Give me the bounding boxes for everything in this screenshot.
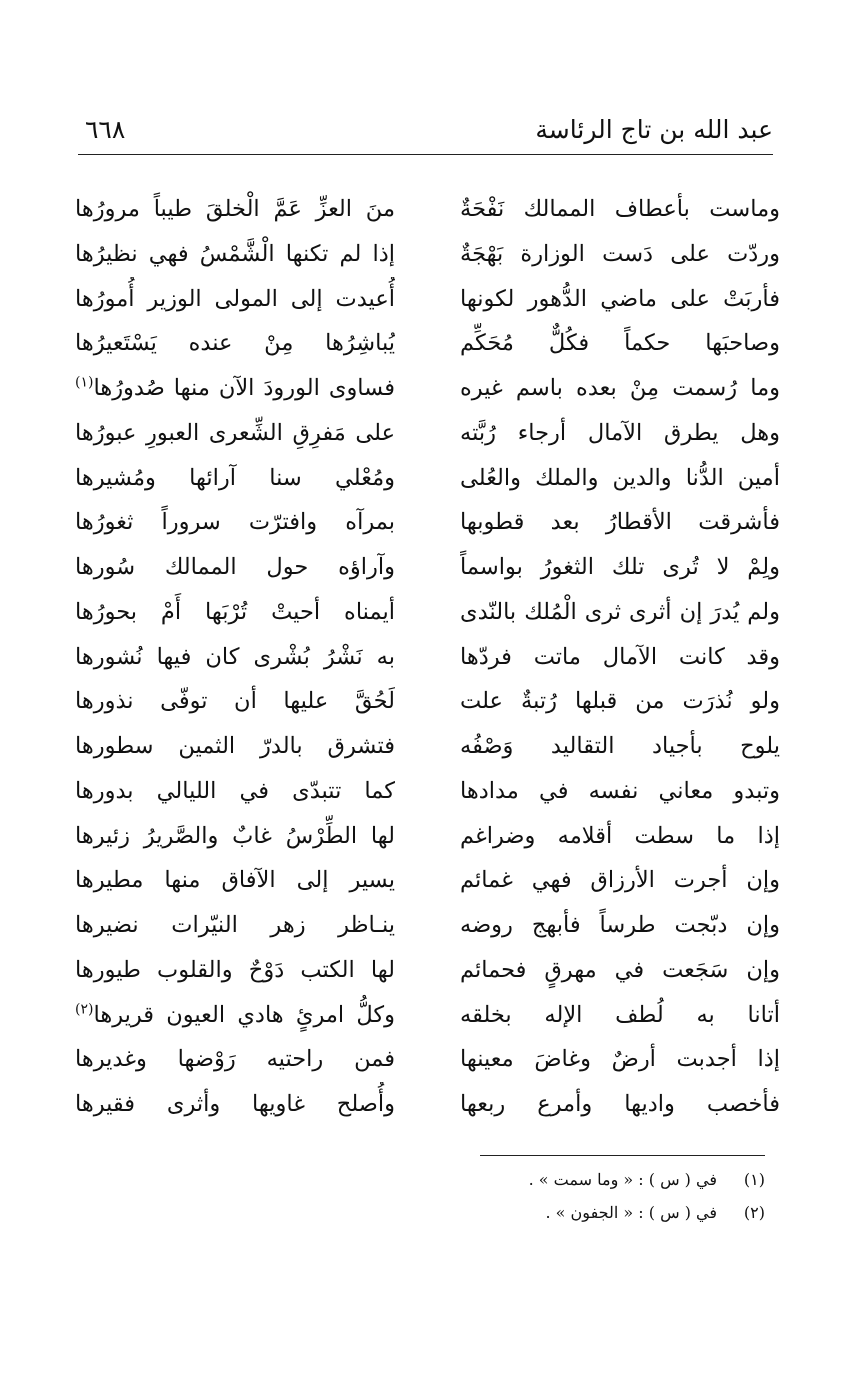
verse-line xyxy=(60,500,780,545)
footnotes xyxy=(380,1165,765,1231)
hemistich-text: لَحُقَّ عليها أن توفّى نذورها xyxy=(75,688,395,715)
verse-first-hemistich: وإن سَجَعت في مهرقٍ فحمائم xyxy=(460,956,780,983)
verse-line xyxy=(60,814,780,859)
verse-second-hemistich xyxy=(75,948,395,993)
verse-line xyxy=(60,903,780,948)
verse-first-hemistich: فأشرقت الأقطارُ بعد قطوبها xyxy=(460,509,780,536)
hemistich-text: وآراؤه حول الممالك سُورها xyxy=(75,554,395,580)
poem-body xyxy=(60,187,780,1127)
verse-second-hemistich xyxy=(75,545,395,590)
verse-second-hemistich xyxy=(75,679,395,724)
verse-line xyxy=(60,545,780,590)
verse-line xyxy=(60,993,780,1038)
verse-second-hemistich xyxy=(75,724,395,769)
hemistich-text: لها الطِّرْسُ غابٌ والصَّريرُ زئيرها xyxy=(75,822,395,849)
hemistich-text: به نَشْرُ بُشْرى كان فيها نُشورها xyxy=(75,643,395,670)
running-title: عبد الله بن تاج الرئاسة xyxy=(535,115,773,144)
verse-line xyxy=(60,456,780,501)
hemistich-text: بمرآه وافترّت سروراً ثغورُها xyxy=(75,509,395,536)
verse-line xyxy=(60,590,780,635)
verse-second-hemistich xyxy=(75,411,395,456)
page-number: ٦٦٨ xyxy=(85,115,126,144)
verse-second-hemistich xyxy=(75,590,395,635)
verse-first-hemistich: ولو نُذرَت من قبلها رُتبةٌ علت xyxy=(460,688,780,715)
hemistich-text: إذا لم تكنها الْشَّمْسُ فهي نظيرُها xyxy=(75,240,395,267)
verse-first-hemistich: يلوح بأجياد التقاليد وَصْفُه xyxy=(460,733,780,759)
verse-first-hemistich: أتانا به لُطف الإله بخلقه xyxy=(460,1001,780,1028)
verse-second-hemistich xyxy=(75,321,395,366)
verse-line xyxy=(60,187,780,232)
verse-second-hemistich xyxy=(75,858,395,903)
verse-first-hemistich: فأربَتْ على ماضي الدُّهور لكونها xyxy=(460,285,780,312)
verse-second-hemistich xyxy=(75,903,395,948)
hemistich-text: أُعيدت إلى المولى الوزير أُمورُها xyxy=(75,285,395,312)
verse-line xyxy=(60,321,780,366)
verse-first-hemistich: وإن أجرت الأرزاق فهي غمائم xyxy=(460,867,780,894)
verse-second-hemistich xyxy=(75,456,395,501)
hemistich-text: كما تتبدّى في الليالي بدورها xyxy=(75,777,395,804)
hemistich-text: ينـاظر زهر النيّرات نضيرها xyxy=(75,912,395,938)
verse-first-hemistich: إذا أجدبت أرضٌ وغاضَ معينها xyxy=(460,1046,780,1073)
verse-second-hemistich xyxy=(75,814,395,859)
verse-first-hemistich: ولم يُدرَ إن أثرى ثرى الْمُلك بالنّدى xyxy=(460,598,780,625)
verse-line xyxy=(60,948,780,993)
verse-first-hemistich: وصاحبَها حكماً فكُلٌّ مُحَكِّم xyxy=(460,330,780,357)
verse-first-hemistich: وما رُسمت مِنْ بعده باسم غيره xyxy=(460,375,780,401)
verse-first-hemistich: وقد كانت الآمال ماتت فردّها xyxy=(460,643,780,670)
hemistich-text: وكلُّ امرئٍ هادي العيون قريرها xyxy=(93,1001,395,1028)
footnote-number: (٢) xyxy=(743,1203,765,1222)
footnote-rule xyxy=(480,1155,765,1156)
verse-first-hemistich: وهل يطرق الآمال أرجاء رُبَّته xyxy=(460,419,780,446)
footnote xyxy=(380,1165,765,1198)
footnote xyxy=(380,1198,765,1231)
verse-line xyxy=(60,277,780,322)
verse-line xyxy=(60,1037,780,1082)
verse-first-hemistich: وتبدو معاني نفسه في مدادها xyxy=(460,777,780,804)
footnote-marker: (٢) xyxy=(75,1001,94,1017)
verse-first-hemistich: فأخصب واديها وأمرع ربعها xyxy=(460,1091,780,1117)
footnote-text: في ( س ) : « الجفون » . xyxy=(545,1203,717,1222)
verse-line xyxy=(60,411,780,456)
hemistich-text: منَ العزِّ عَمَّ الْخلقَ طيباً مرورُها xyxy=(75,196,395,222)
verse-second-hemistich xyxy=(75,232,395,277)
verse-second-hemistich xyxy=(75,1037,395,1082)
verse-line xyxy=(60,769,780,814)
hemistich-text: يُباشِرُها مِنْ عنده يَسْتَعيرُها xyxy=(75,330,395,357)
verse-first-hemistich: ولِمْ لا تُرى تلك الثغورُ بواسماً xyxy=(460,554,780,580)
verse-second-hemistich xyxy=(75,277,395,322)
hemistich-text: فساوى الورودَ الآن منها صُدورُها xyxy=(93,375,395,401)
hemistich-text: على مَفرِقِ الشِّعرى العبورِ عبورُها xyxy=(75,419,395,446)
hemistich-text: فمن راحتيه رَوْضها وغديرها xyxy=(75,1046,395,1073)
hemistich-text: فتشرق بالدرّ الثمين سطورها xyxy=(75,733,395,759)
verse-line xyxy=(60,1082,780,1127)
verse-second-hemistich xyxy=(75,500,395,545)
running-header xyxy=(85,112,773,152)
verse-second-hemistich xyxy=(75,769,395,814)
verse-line xyxy=(60,232,780,277)
footnote-marker: (١) xyxy=(75,374,94,391)
hemistich-text: لها الكتب دَوْحٌ والقلوب طيورها xyxy=(75,956,395,983)
verse-line xyxy=(60,679,780,724)
hemistich-text: أيمناه أحيتْ تُرْبَها أَمْ بحورُها xyxy=(75,598,395,625)
header-rule xyxy=(78,154,773,155)
verse-second-hemistich xyxy=(75,366,395,411)
verse-first-hemistich: وردّت على دَست الوزارة بَهْجَةٌ xyxy=(460,240,780,267)
verse-line xyxy=(60,858,780,903)
verse-second-hemistich xyxy=(75,1082,395,1127)
hemistich-text: ومُعْلي سنا آرائها ومُشيرها xyxy=(75,464,395,491)
verse-first-hemistich: أمين الدُّنا والدين والملك والعُلى xyxy=(460,464,780,491)
verse-second-hemistich xyxy=(75,187,395,232)
hemistich-text: وأُصلح غاويها وأثرى فقيرها xyxy=(75,1091,395,1117)
footnote-number: (١) xyxy=(743,1170,765,1189)
verse-first-hemistich: وماست بأعطاف الممالك نَفْحَةٌ xyxy=(460,196,780,222)
footnote-text: في ( س ) : « وما سمت » . xyxy=(528,1170,717,1189)
verse-first-hemistich: وإن دبّجت طرساً فأبهج روضه xyxy=(460,912,780,938)
verse-first-hemistich: إذا ما سطت أقلامه وضراغم xyxy=(460,822,780,849)
verse-line xyxy=(60,635,780,680)
verse-second-hemistich xyxy=(75,993,395,1038)
verse-line xyxy=(60,366,780,411)
verse-second-hemistich xyxy=(75,635,395,680)
hemistich-text: يسير إلى الآفاق منها مطيرها xyxy=(75,867,395,894)
verse-line xyxy=(60,724,780,769)
